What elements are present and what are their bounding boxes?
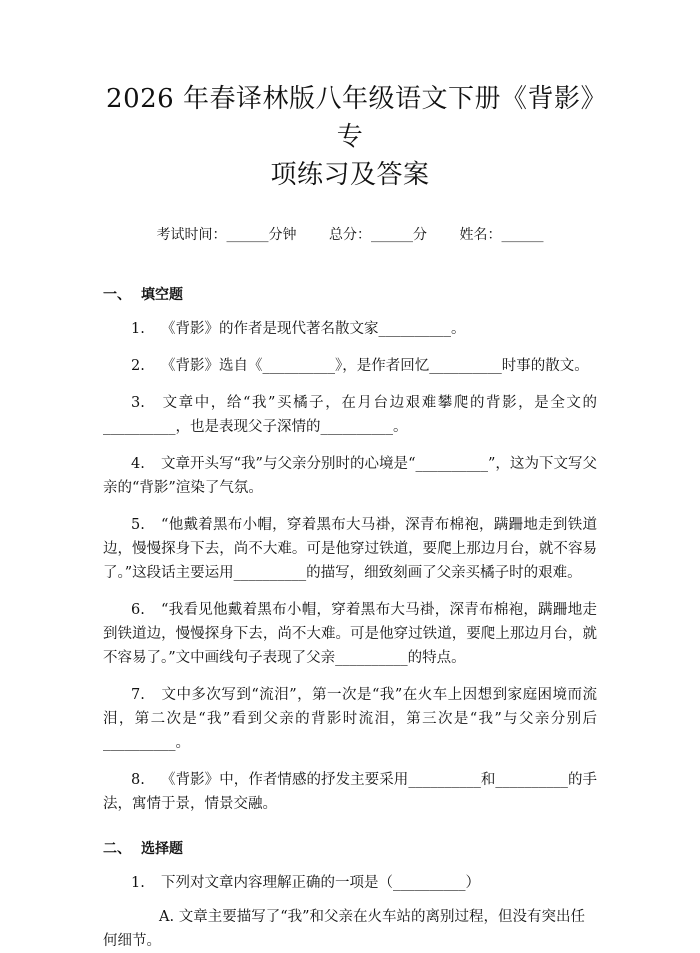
question-text: “我看见他戴着黑布小帽，穿着黑布大马褂，深青布棉袍，蹒跚地走到铁道边，慢慢探身下去，尚不大难。可是他穿过铁道，要爬上那边月台，就不容易了。”文中画线句子表现了父亲__________的特点。: [103, 602, 597, 666]
question-text: 文章中，给“我”买橘子，在月台边艰难攀爬的背影，是全文的__________，也是表现父子深情的__________。: [103, 395, 597, 435]
exam-time: 考试时间：______分钟: [156, 227, 297, 243]
question-number: 2.: [131, 358, 145, 374]
section-number: 二、: [103, 841, 131, 857]
question-item: [103, 354, 597, 378]
question-number: 8.: [131, 772, 145, 788]
section-number: 一、: [103, 287, 131, 303]
question-item: [103, 871, 597, 895]
section-title: 填空题: [141, 287, 183, 303]
question-item: [103, 683, 597, 755]
question-item: [103, 391, 597, 439]
question-text: 《背影》的作者是现代著名散文家__________。: [161, 321, 466, 337]
question-text: “他戴着黑布小帽，穿着黑布大马褂，深青布棉袍，蹒跚地走到铁道边，慢慢探身下去，尚不大难。可是他穿过铁道，要爬上那边月台，就不容易了。”这段话主要运用__________的描写，细致刻画了父亲买橘子时的艰难。: [103, 517, 597, 581]
question-number: 5.: [131, 517, 145, 533]
question-text: 《背影》选自《__________》，是作者回忆__________时事的散文。: [161, 358, 589, 374]
question-number: 7.: [131, 687, 145, 703]
question-item: [103, 317, 597, 341]
question-text: 文章开头写“我”与父亲分别时的心境是“__________”，这为下文写父亲的“背影”渲染了气氛。: [103, 456, 597, 496]
choice-option: A. 文章主要描写了“我”和父亲在火车站的离别过程，但没有突出任何细节。: [103, 909, 586, 949]
question-text: 《背影》中，作者情感的抒发主要采用__________和__________的手法，寓情于景，情景交融。: [103, 772, 597, 812]
question-item: [103, 513, 597, 585]
question-number: 3.: [131, 395, 145, 411]
question-text: 文中多次写到“流泪”，第一次是“我”在火车上因想到家庭困境而流泪，第二次是“我”看到父亲的背影时流泪，第三次是“我”与父亲分别后__________。: [103, 687, 597, 751]
question-item: [103, 598, 597, 670]
section-multiple-choice: [103, 838, 597, 858]
question-item: [103, 452, 597, 500]
exam-name: 姓名：______: [459, 227, 544, 243]
question-number: 1.: [131, 321, 145, 337]
exam-meta: [103, 224, 597, 244]
document-title: 2026 年春译林版八年级语文下册《背影》专 项练习及答案: [106, 84, 594, 190]
section-fill-in: [103, 284, 597, 304]
section-title: 选择题: [141, 841, 183, 857]
exam-score: 总分：______分: [329, 227, 427, 243]
question-number: 1.: [131, 875, 145, 891]
question-item: [103, 768, 597, 816]
question-text: 下列对文章内容理解正确的一项是（__________）: [161, 875, 480, 891]
question-number: 4.: [131, 456, 145, 472]
question-number: 6.: [131, 602, 145, 618]
